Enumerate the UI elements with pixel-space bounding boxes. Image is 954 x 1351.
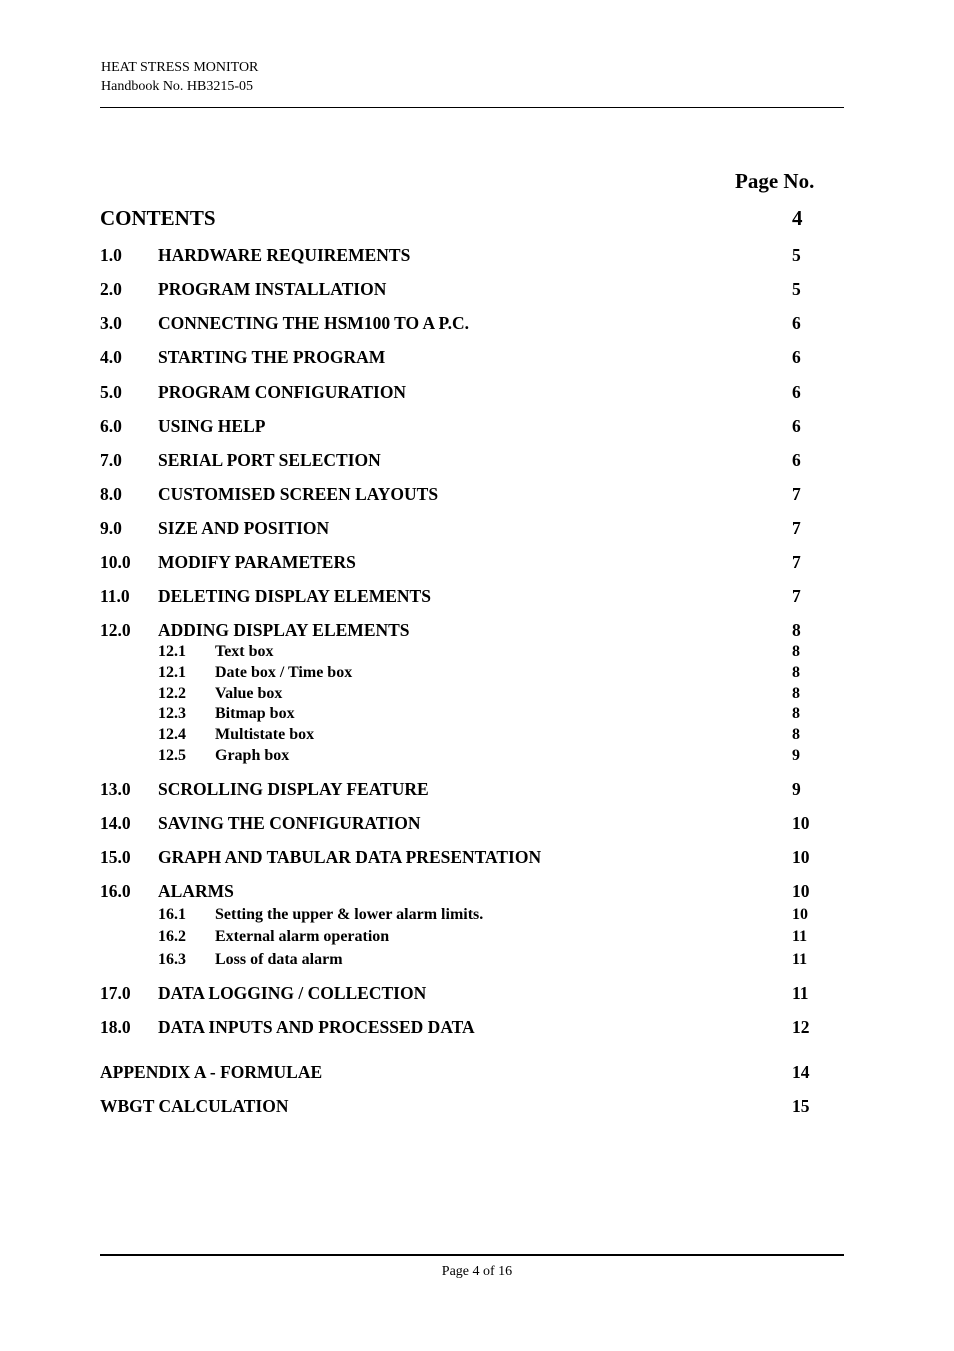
toc-subentry-number: 12.2 [158,685,186,702]
toc-entry-number: 16.0 [100,881,131,901]
toc-entry-number: 10.0 [100,552,131,572]
toc-entry-title: STARTING THE PROGRAM [158,347,386,367]
toc-subentry-number: 12.3 [158,705,186,722]
footer-rule [100,1254,844,1256]
toc-entry-title: SIZE AND POSITION [158,518,330,538]
toc-subentry-number: 12.4 [158,726,186,743]
toc-entry-page: 10 [792,847,810,867]
toc-entry-page: 7 [792,586,801,606]
header-title: HEAT STRESS MONITOR [101,60,259,75]
toc-entry-page: 6 [792,450,801,470]
toc-subentry-page: 11 [792,951,808,968]
toc-entry-number: 18.0 [100,1017,131,1037]
toc-appendix-title: WBGT CALCULATION [100,1096,289,1116]
toc-subentry-number: 12.1 [158,643,186,660]
toc-entry-title: SERIAL PORT SELECTION [158,450,381,470]
header-rule [100,107,844,108]
toc-subentry-page: 10 [792,906,808,923]
toc-entry-number: 5.0 [100,382,122,402]
toc-entry-title: CONNECTING THE HSM100 TO A P.C. [158,313,470,333]
toc-entry-title: SAVING THE CONFIGURATION [158,813,421,833]
toc-subentry-title: Bitmap box [215,705,295,722]
toc-entry-number: 1.0 [100,245,122,265]
toc-appendix-title: APPENDIX A - FORMULAE [100,1062,323,1082]
toc-entry-page: 5 [792,245,801,265]
toc-entry-number: 2.0 [100,279,122,299]
toc-subentry-number: 16.2 [158,928,186,945]
toc-entry-number: 11.0 [100,586,130,606]
toc-subentry-page: 8 [792,685,800,702]
toc-entry-page: 7 [792,484,801,504]
toc-subentry-title: Date box / Time box [215,664,353,681]
toc-entry-number: 12.0 [100,620,131,640]
toc-entry-title: USING HELP [158,416,266,436]
toc-subentry-title: Value box [215,685,283,702]
toc-entry-page: 9 [792,779,801,799]
toc-entry-title: ADDING DISPLAY ELEMENTS [158,620,410,640]
toc-subentry-title: Loss of data alarm [215,951,343,968]
toc-entry-page: 12 [792,1017,810,1037]
toc-entry-number: 7.0 [100,450,122,470]
toc-entry-page: 10 [792,881,810,901]
header-handbook-number: Handbook No. HB3215-05 [101,79,254,94]
toc-entry-title: PROGRAM CONFIGURATION [158,382,407,402]
toc-entry-number: 8.0 [100,484,122,504]
toc-subentry-number: 16.1 [158,906,186,923]
page-number-column-heading: Page No. [735,169,815,193]
toc-subentry-title: Graph box [215,747,290,764]
toc-entry-number: 17.0 [100,983,131,1003]
contents-page-number: 4 [792,206,803,230]
toc-subentry-number: 12.1 [158,664,186,681]
toc-entry-page: 8 [792,620,801,640]
toc-entry-title: DATA INPUTS AND PROCESSED DATA [158,1017,475,1037]
toc-entry-title: DATA LOGGING / COLLECTION [158,983,427,1003]
toc-entry-page: 6 [792,313,801,333]
toc-entry-title: CUSTOMISED SCREEN LAYOUTS [158,484,439,504]
page-footer: Page 4 of 16 [441,1264,513,1279]
toc-entry-number: 4.0 [100,347,122,367]
toc-subentry-page: 8 [792,726,800,743]
toc-subentry-page: 9 [792,747,800,764]
toc-entry-number: 14.0 [100,813,131,833]
toc-entry-page: 5 [792,279,801,299]
toc-subentry-number: 12.5 [158,747,186,764]
toc-entry-number: 13.0 [100,779,131,799]
toc-appendix-page: 15 [792,1096,810,1116]
toc-entry-page: 10 [792,813,810,833]
toc-appendix-page: 14 [792,1062,810,1082]
toc-entry-number: 9.0 [100,518,122,538]
toc-subentry-title: Text box [215,643,274,660]
document-header [101,58,258,96]
toc-entry-title: DELETING DISPLAY ELEMENTS [158,586,431,606]
toc-entry-page: 7 [792,518,801,538]
toc-subentry-title: Multistate box [215,726,315,743]
toc-entry-title: GRAPH AND TABULAR DATA PRESENTATION [158,847,542,867]
contents-heading: CONTENTS [100,206,216,230]
toc-entry-number: 3.0 [100,313,122,333]
toc-subentry-title: External alarm operation [215,928,390,945]
toc-entry-page: 7 [792,552,801,572]
toc-entry-page: 6 [792,416,801,436]
toc-entry-page: 6 [792,382,801,402]
toc-entry-title: ALARMS [158,881,234,901]
toc-subentry-page: 8 [792,643,800,660]
toc-entry-page: 6 [792,347,801,367]
toc-subentry-page: 8 [792,705,800,722]
toc-entry-title: MODIFY PARAMETERS [158,552,356,572]
toc-entry-number: 6.0 [100,416,122,436]
toc-subentry-number: 16.3 [158,951,186,968]
toc-subentry-page: 8 [792,664,800,681]
toc-entry-title: SCROLLING DISPLAY FEATURE [158,779,429,799]
toc-subentry-page: 11 [792,928,808,945]
toc-entry-title: HARDWARE REQUIREMENTS [158,245,411,265]
toc-entry-page: 11 [792,983,809,1003]
toc-subentry-title: Setting the upper & lower alarm limits. [215,906,484,923]
toc-entry-title: PROGRAM INSTALLATION [158,279,387,299]
toc-entry-number: 15.0 [100,847,131,867]
